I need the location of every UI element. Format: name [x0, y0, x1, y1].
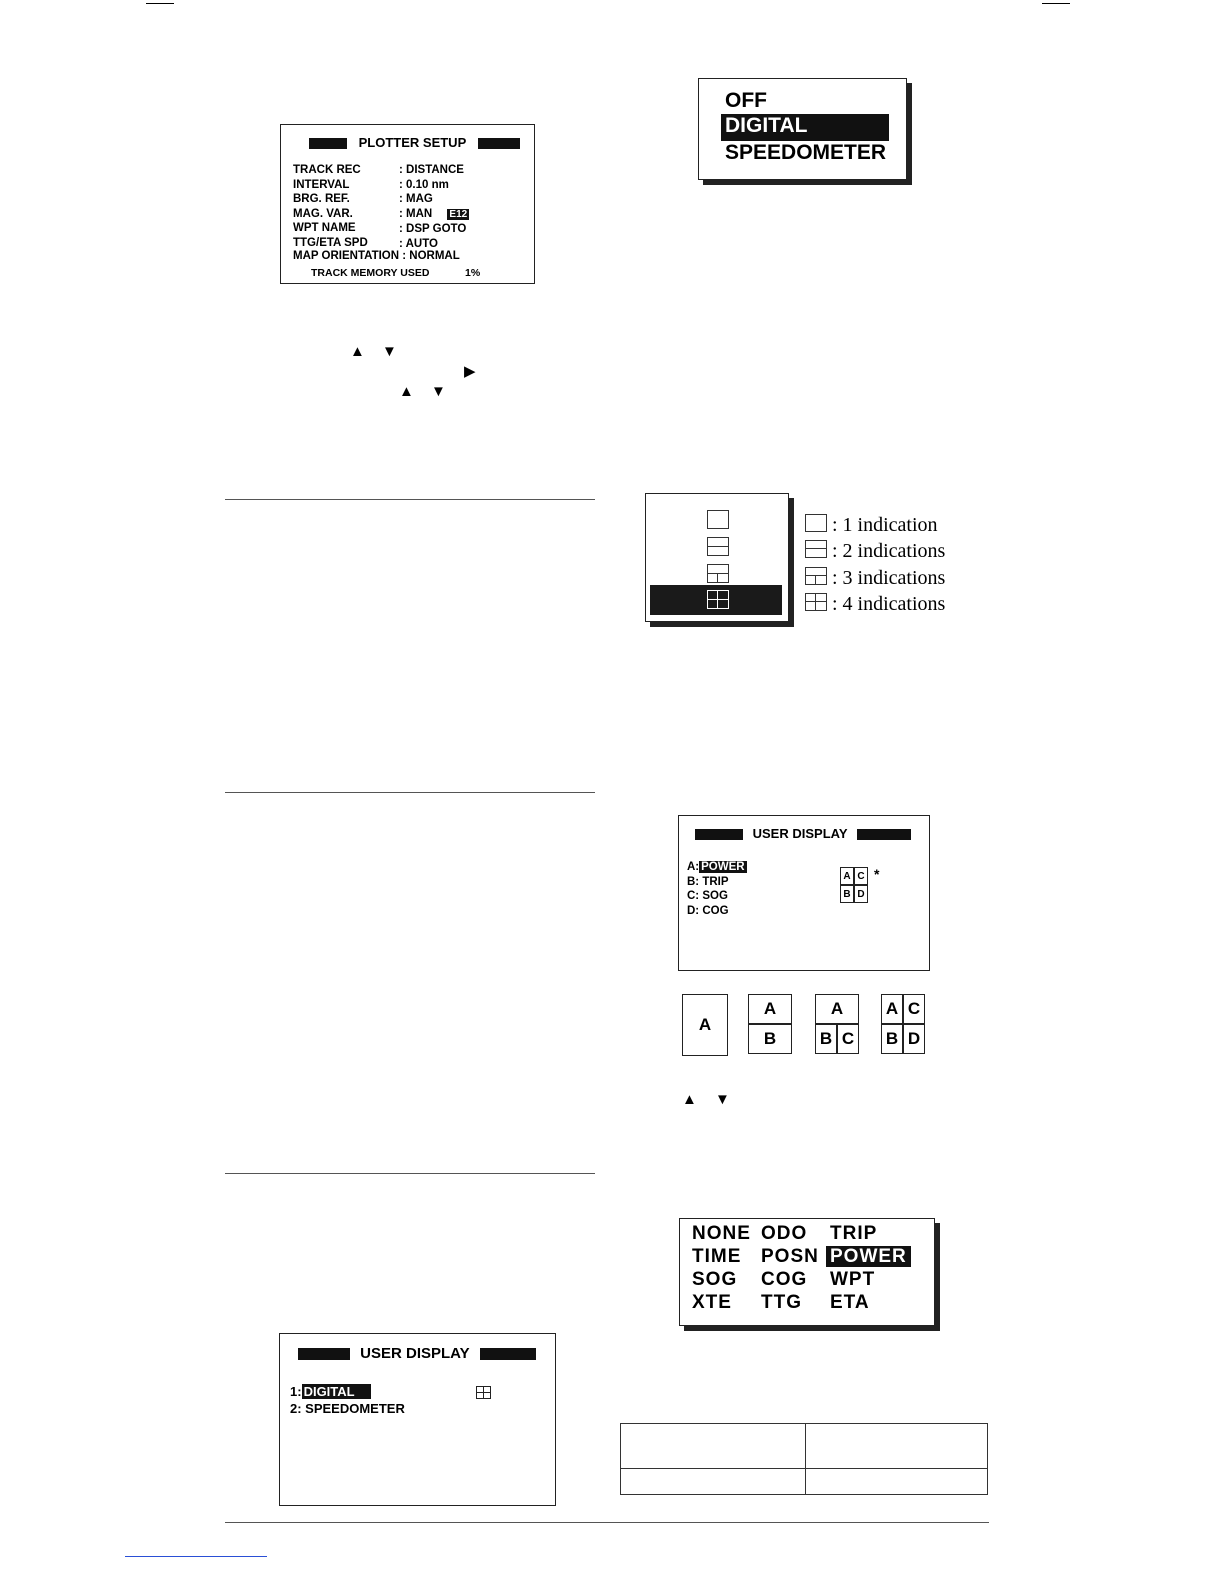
value-wpt-name: : DSP GOTO — [399, 223, 467, 235]
plotter-setup-title-row — [309, 135, 520, 150]
menu-option-digital[interactable] — [721, 114, 889, 141]
title-bar-right — [857, 829, 911, 840]
title-bar-right — [480, 1348, 536, 1360]
slot-c-row[interactable]: C: SOG — [687, 890, 728, 902]
slot-a-row[interactable] — [687, 860, 747, 875]
label-mag-var: MAG. VAR. — [293, 207, 353, 220]
value-mag-var: : MAN — [399, 207, 433, 220]
slot-a-value: POWER — [701, 861, 745, 873]
label-track-rec: TRACK REC — [293, 164, 361, 176]
item-eta[interactable]: ETA — [830, 1292, 870, 1313]
plotter-setup-title: PLOTTER SETUP — [358, 135, 467, 150]
right-arrow-icon: ▶ — [464, 363, 476, 380]
legend-two-indications: : 2 indications — [832, 540, 946, 562]
abcd-list — [687, 860, 747, 918]
slot-d-row[interactable]: D: COG — [687, 904, 729, 917]
value-ttg-eta-spd: : AUTO — [399, 237, 438, 250]
user-display-abcd-screen — [678, 815, 930, 971]
legend-four-split-icon — [805, 593, 827, 611]
menu-option-speedometer[interactable]: SPEEDOMETER — [725, 141, 887, 164]
two-split-icon[interactable] — [707, 537, 729, 556]
legend-four-indications: : 4 indications — [832, 593, 946, 615]
active-asterisk: * — [874, 866, 880, 882]
item-power-selected[interactable] — [826, 1246, 920, 1269]
table-cell — [621, 1424, 806, 1469]
user-display-main-title: USER DISPLAY — [360, 1345, 470, 1362]
layout-two-b: B — [748, 1024, 792, 1054]
abcd-grid-icon — [840, 867, 868, 903]
item-ttg[interactable]: TTG — [761, 1292, 802, 1313]
one-split-icon[interactable] — [707, 510, 729, 529]
crop-mark-left — [146, 3, 174, 4]
table-row — [621, 1469, 988, 1495]
section-divider — [225, 499, 595, 500]
slot-b-row[interactable]: B: TRIP — [687, 875, 729, 888]
item-xte[interactable]: XTE — [692, 1292, 732, 1313]
user-display-screen — [279, 1333, 556, 1506]
up-arrow-icon: ▲ — [350, 343, 365, 360]
value-mag-var-row — [399, 207, 469, 223]
legend-three-indications: : 3 indications — [832, 567, 946, 589]
section-divider — [225, 792, 595, 793]
slot-a-label: A: — [687, 861, 700, 873]
label-brg-ref: BRG. REF. — [293, 193, 350, 205]
title-bar-left — [298, 1348, 350, 1360]
layout-one-a: A — [698, 1015, 712, 1034]
value-brg-ref: : MAG — [399, 193, 433, 205]
layout-two — [748, 994, 792, 1054]
track-memory-value: 1% — [465, 267, 481, 279]
item-trip[interactable]: TRIP — [830, 1223, 878, 1244]
footer-link-underline — [125, 1556, 267, 1557]
legend-one-split-icon — [805, 514, 827, 532]
label-wpt-name: WPT NAME — [293, 222, 356, 234]
item-none[interactable]: NONE — [692, 1223, 751, 1244]
layout-three-c: C — [837, 1024, 859, 1054]
user-display-item-1[interactable] — [290, 1384, 371, 1399]
title-bar-right — [478, 138, 520, 149]
legend-three-split-icon — [805, 567, 827, 585]
crop-mark-right — [1042, 3, 1070, 4]
table-cell — [806, 1424, 988, 1469]
title-bar-left — [695, 829, 743, 840]
display-mode-menu — [698, 78, 907, 180]
item-1-value: DIGITAL — [302, 1384, 371, 1399]
plotter-labels — [293, 163, 368, 250]
track-memory-label: TRACK MEMORY USED — [311, 267, 430, 279]
layout-four-d: D — [903, 1024, 925, 1054]
item-odo[interactable]: ODO — [761, 1223, 808, 1244]
user-display-item-2[interactable]: 2: SPEEDOMETER — [290, 1401, 405, 1416]
menu-option-digital-label: DIGITAL — [725, 114, 808, 137]
data-menu-grid — [692, 1223, 920, 1315]
layout-three-a: A — [815, 994, 859, 1024]
down-arrow-icon: ▼ — [715, 1091, 730, 1108]
layout-four-b: B — [881, 1024, 903, 1054]
item-cog[interactable]: COG — [761, 1269, 808, 1290]
table-cell — [806, 1469, 988, 1495]
footer-rule — [225, 1522, 989, 1523]
value-interval: : 0.10 nm — [399, 178, 449, 191]
grid-cell-c: C — [854, 867, 868, 885]
layout-three-b: B — [815, 1024, 837, 1054]
map-orientation-row: MAP ORIENTATION : NORMAL — [293, 250, 460, 262]
label-ttg-eta-spd: TTG/ETA SPD — [293, 236, 368, 249]
grid-cell-a: A — [840, 867, 854, 885]
split-menu — [645, 493, 789, 622]
plotter-values — [399, 163, 469, 251]
up-arrow-icon: ▲ — [399, 383, 414, 400]
down-arrow-icon: ▼ — [431, 383, 446, 400]
layout-four-a: A — [881, 994, 903, 1024]
mag-var-badge: E12 — [449, 208, 468, 220]
user-display-main-title-row — [298, 1345, 536, 1362]
layout-three — [815, 994, 859, 1054]
grid-cell-b: B — [840, 885, 854, 903]
four-split-option-selected[interactable] — [650, 585, 782, 615]
four-split-indicator-icon — [476, 1386, 491, 1399]
user-display-title: USER DISPLAY — [752, 826, 848, 841]
up-arrow-icon: ▲ — [682, 1091, 697, 1108]
plotter-setup-screen — [280, 124, 535, 284]
down-arrow-icon: ▼ — [382, 343, 397, 360]
summary-table — [620, 1423, 988, 1495]
four-split-icon — [707, 590, 729, 609]
layout-four-c: C — [903, 994, 925, 1024]
value-track-rec: : DISTANCE — [399, 164, 464, 176]
layout-four — [881, 994, 925, 1054]
legend-two-split-icon — [805, 540, 827, 558]
item-sog[interactable]: SOG — [692, 1269, 738, 1290]
item-1-prefix: 1: — [290, 1384, 302, 1399]
label-interval: INTERVAL — [293, 178, 350, 191]
legend-one-indication: : 1 indication — [832, 514, 938, 536]
menu-option-off[interactable]: OFF — [725, 89, 767, 112]
item-posn[interactable]: POSN — [761, 1246, 819, 1267]
data-item-menu — [679, 1218, 935, 1326]
title-bar-left — [309, 138, 347, 149]
table-cell — [621, 1469, 806, 1495]
section-divider — [225, 1173, 595, 1174]
three-split-icon[interactable] — [707, 564, 729, 583]
user-display-title-row — [695, 826, 911, 841]
item-time[interactable]: TIME — [692, 1246, 742, 1267]
layout-two-a: A — [748, 994, 792, 1024]
item-power-label: POWER — [826, 1246, 911, 1267]
layout-one — [682, 994, 728, 1056]
item-wpt[interactable]: WPT — [830, 1269, 876, 1290]
table-row — [621, 1424, 988, 1469]
grid-cell-d: D — [854, 885, 868, 903]
